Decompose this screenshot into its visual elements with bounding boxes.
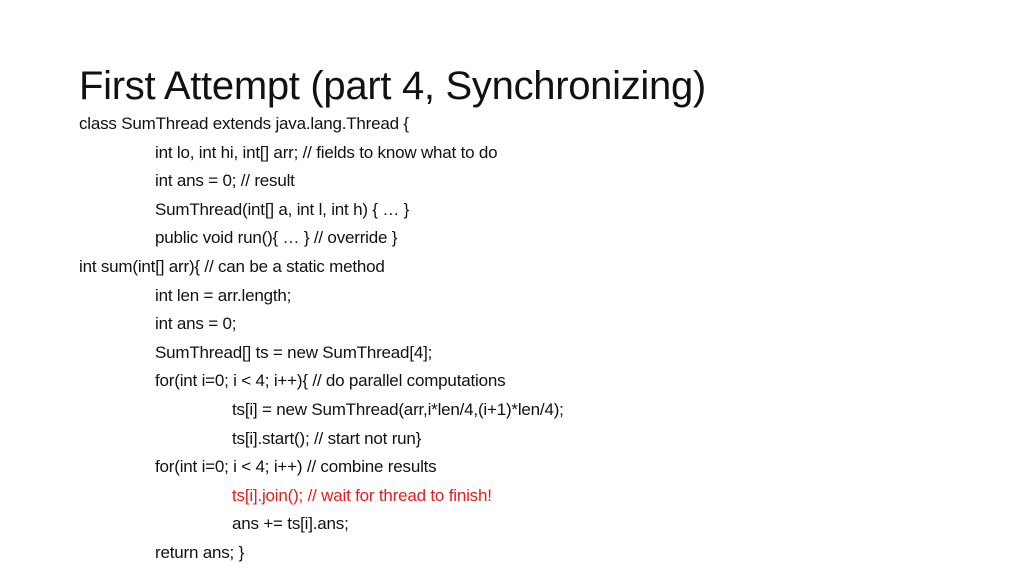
code-line: ans += ts[i].ans; xyxy=(232,514,349,534)
code-line: int lo, int hi, int[] arr; // fields to know what to do xyxy=(155,142,498,162)
code-line: class SumThread extends java.lang.Thread { xyxy=(79,114,409,133)
code-line: SumThread[] ts = new SumThread[4]; xyxy=(155,342,433,362)
code-line: for(int i=0; i < 4; i++) // combine results xyxy=(155,457,437,477)
code-line: int len = arr.length; xyxy=(155,285,292,305)
code-line: int ans = 0; xyxy=(155,314,237,334)
code-line: SumThread(int[] a, int l, int h) { … } xyxy=(155,199,410,219)
code-line: int sum(int[] arr){ // can be a static method xyxy=(79,256,385,276)
code-block xyxy=(79,110,1009,568)
code-line: return ans; } xyxy=(155,542,245,562)
code-line: int ans = 0; // result xyxy=(155,171,295,191)
code-line-highlighted: ts[i].join(); // wait for thread to finish! xyxy=(232,485,492,505)
code-line: for(int i=0; i < 4; i++){ // do parallel computations xyxy=(155,371,506,391)
code-line: public void run(){ … } // override } xyxy=(155,228,398,248)
code-line: ts[i].start(); // start not run} xyxy=(232,428,422,448)
slide-title: First Attempt (part 4, Synchronizing) xyxy=(79,64,706,108)
code-line: ts[i] = new SumThread(arr,i*len/4,(i+1)*len/4); xyxy=(232,399,564,419)
